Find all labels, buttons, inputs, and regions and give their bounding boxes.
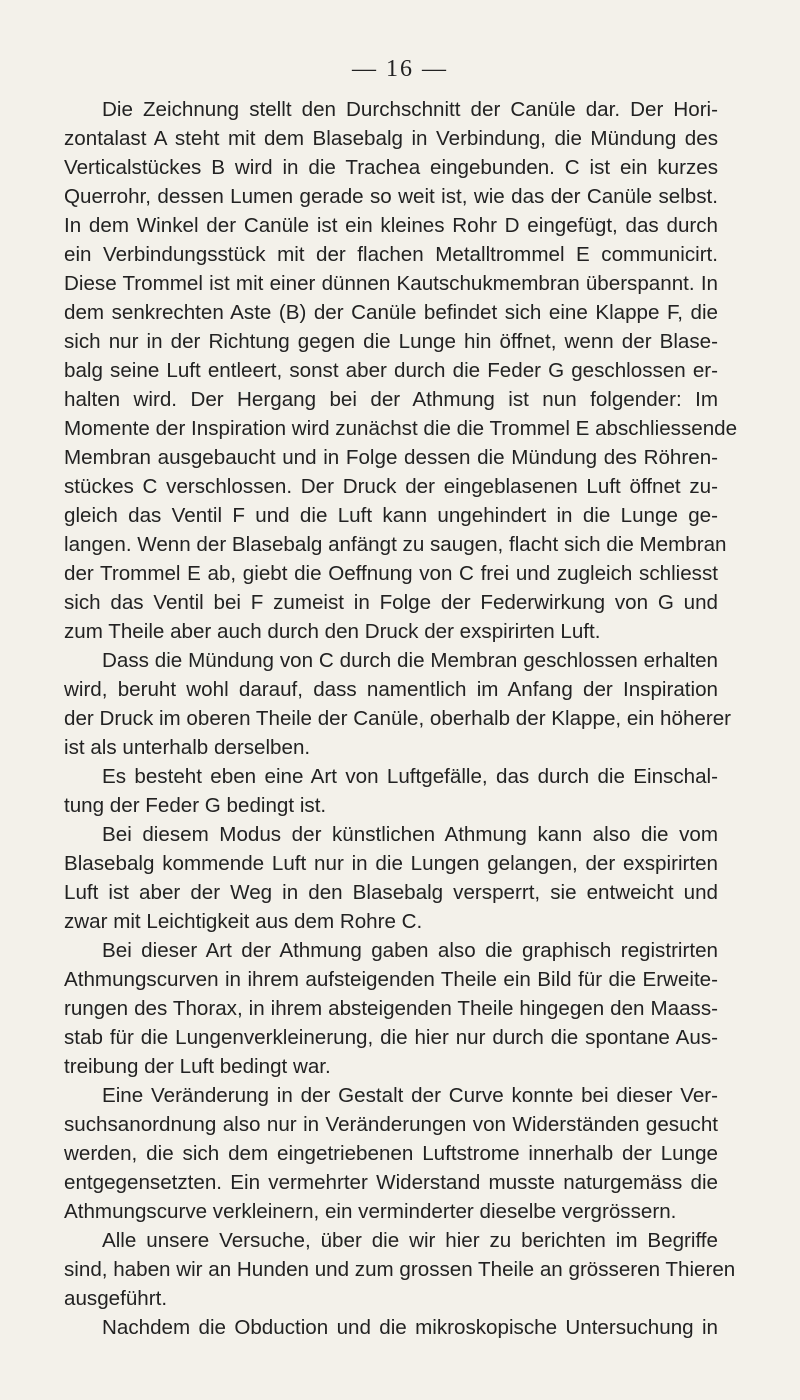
text-line: zum Theile aber auch durch den Druck der exspirirten Luft.	[64, 620, 601, 643]
text-line: Dass die Mündung von C durch die Membran geschlossen erhalten	[102, 649, 718, 672]
text-line: Membran ausgebaucht und in Folge dessen die Mündung des Röhren-	[64, 446, 718, 469]
text-line: entgegensetzten. Ein vermehrter Widerstand musste naturgemäss die	[64, 1171, 718, 1194]
text-line: Momente der Inspiration wird zunächst die die Trommel E abschliessende	[64, 417, 738, 440]
text-line: ist als unterhalb derselben.	[64, 736, 311, 759]
text-line: tung der Feder G bedingt ist.	[64, 794, 327, 817]
text-line: langen. Wenn der Blasebalg anfängt zu saugen, flacht sich die Membran	[64, 533, 727, 556]
text-line: zontalast A steht mit dem Blasebalg in Verbindung, die Mündung des	[64, 127, 718, 150]
text-line: Verticalstückes B wird in die Trachea eingebunden. C ist ein kurzes	[64, 156, 718, 179]
text-line: stab für die Lungenverkleinerung, die hier nur durch die spontane Aus-	[64, 1026, 718, 1049]
page-number: — 16 —	[352, 56, 448, 82]
text-line: der Druck im oberen Theile der Canüle, oberhalb der Klappe, ein höherer	[64, 707, 732, 730]
text-line: suchsanordnung also nur in Veränderungen von Widerständen gesucht	[64, 1113, 718, 1136]
text-line: ausgeführt.	[64, 1287, 168, 1310]
text-line: treibung der Luft bedingt war.	[64, 1055, 331, 1078]
text-line: Es besteht eben eine Art von Luftgefälle, das durch die Einschal-	[102, 765, 718, 788]
text-line: sind, haben wir an Hunden und zum grossen Theile an grösseren Thieren	[64, 1258, 736, 1281]
text-line: Eine Veränderung in der Gestalt der Curve konnte bei dieser Ver-	[102, 1084, 718, 1107]
text-line: werden, die sich dem eingetriebenen Luftstrome innerhalb der Lunge	[64, 1142, 718, 1165]
text-line: halten wird. Der Hergang bei der Athmung ist nun folgender: Im	[64, 388, 718, 411]
text-line: Athmungscurve verkleinern, ein verminderter dieselbe vergrössern.	[64, 1200, 677, 1223]
text-line: Diese Trommel ist mit einer dünnen Kautschukmembran überspannt. In	[64, 272, 718, 295]
body-text	[64, 95, 738, 1342]
text-line: gleich das Ventil F und die Luft kann ungehindert in die Lunge ge-	[64, 504, 718, 527]
text-line: Athmungscurven in ihrem aufsteigenden Theile ein Bild für die Erweite-	[64, 968, 718, 991]
text-line: stückes C verschlossen. Der Druck der eingeblasenen Luft öffnet zu-	[64, 475, 718, 498]
text-line: wird, beruht wohl darauf, dass namentlich im Anfang der Inspiration	[64, 678, 718, 701]
text-line: Nachdem die Obduction und die mikroskopische Untersuchung in	[102, 1316, 718, 1339]
text-line: sich nur in der Richtung gegen die Lunge hin öffnet, wenn der Blase-	[64, 330, 718, 353]
text-line: sich das Ventil bei F zumeist in Folge der Federwirkung von G und	[64, 591, 718, 614]
text-line: Luft ist aber der Weg in den Blasebalg versperrt, sie entweicht und	[64, 881, 718, 904]
text-line: zwar mit Leichtigkeit aus dem Rohre C.	[64, 910, 423, 933]
text-line: der Trommel E ab, giebt die Oeffnung von C frei und zugleich schliesst	[64, 562, 718, 585]
text-line: Die Zeichnung stellt den Durchschnitt der Canüle dar. Der Hori-	[102, 98, 718, 121]
text-line: ein Verbindungsstück mit der flachen Metalltrommel E communicirt.	[64, 243, 718, 266]
text-line: dem senkrechten Aste (B) der Canüle befindet sich eine Klappe F, die	[64, 301, 718, 324]
text-line: Bei dieser Art der Athmung gaben also die graphisch registrirten	[102, 939, 718, 962]
text-line: Alle unsere Versuche, über die wir hier zu berichten im Begriffe	[102, 1229, 718, 1252]
text-line: rungen des Thorax, in ihrem absteigenden Theile hingegen den Maass-	[64, 997, 718, 1020]
text-line: Bei diesem Modus der künstlichen Athmung kann also die vom	[102, 823, 718, 846]
text-line: Querrohr, dessen Lumen gerade so weit ist, wie das der Canüle selbst.	[64, 185, 718, 208]
text-line: balg seine Luft entleert, sonst aber durch die Feder G geschlossen er-	[64, 359, 718, 382]
text-line: In dem Winkel der Canüle ist ein kleines Rohr D eingefügt, das durch	[64, 214, 718, 237]
text-line: Blasebalg kommende Luft nur in die Lungen gelangen, der exspirirten	[64, 852, 718, 875]
